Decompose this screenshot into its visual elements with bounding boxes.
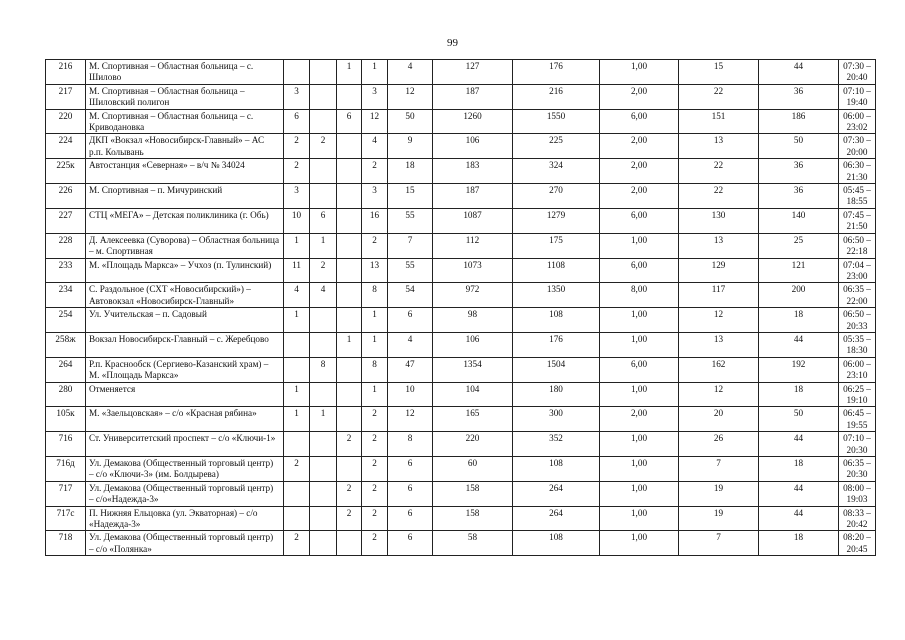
cell-col6: 1087 (433, 208, 513, 233)
route-name: М. «Заельцовская» – с/о «Красная рябина» (86, 407, 284, 432)
cell-col7: 108 (513, 457, 600, 482)
cell-col10: 18 (759, 382, 839, 407)
cell-col1 (284, 332, 310, 357)
cell-col1 (284, 60, 310, 85)
cell-col10: 192 (759, 357, 839, 382)
schedule-time: 06:25 – 19:10 (839, 382, 876, 407)
cell-col1 (284, 357, 310, 382)
cell-col5: 4 (388, 332, 433, 357)
cell-col4: 3 (362, 184, 388, 209)
cell-col1 (284, 432, 310, 457)
cell-col2 (310, 531, 337, 556)
schedule-time: 07:04 – 23:00 (839, 258, 876, 283)
cell-col1 (284, 481, 310, 506)
route-name: П. Нижняя Ельцовка (ул. Экваторная) – с/о «Надежда-3» (86, 506, 284, 531)
cell-col5: 12 (388, 84, 433, 109)
table-row (46, 506, 876, 531)
cell-col3 (337, 457, 362, 482)
page-number: 99 (447, 37, 458, 49)
cell-col7: 264 (513, 506, 600, 531)
cell-col3 (337, 407, 362, 432)
cell-col7: 176 (513, 332, 600, 357)
cell-col10: 50 (759, 134, 839, 159)
cell-col4: 2 (362, 506, 388, 531)
cell-col4: 8 (362, 283, 388, 308)
cell-col5: 54 (388, 283, 433, 308)
cell-col10: 36 (759, 184, 839, 209)
table-row (46, 407, 876, 432)
cell-col5: 47 (388, 357, 433, 382)
cell-col9: 26 (679, 432, 759, 457)
cell-col1: 3 (284, 84, 310, 109)
cell-col1: 2 (284, 531, 310, 556)
cell-col8: 6,00 (600, 109, 679, 134)
cell-col3 (337, 308, 362, 333)
routes-table (45, 59, 876, 556)
cell-col8: 1,00 (600, 457, 679, 482)
schedule-time: 06:35 – 20:30 (839, 457, 876, 482)
cell-col4: 2 (362, 481, 388, 506)
cell-col4: 2 (362, 407, 388, 432)
cell-col7: 1550 (513, 109, 600, 134)
cell-col3 (337, 258, 362, 283)
route-number: 280 (46, 382, 86, 407)
route-number: 716д (46, 457, 86, 482)
cell-col5: 4 (388, 60, 433, 85)
cell-col3 (337, 531, 362, 556)
cell-col7: 225 (513, 134, 600, 159)
route-number: 225к (46, 159, 86, 184)
route-number: 717с (46, 506, 86, 531)
cell-col6: 183 (433, 159, 513, 184)
cell-col7: 108 (513, 531, 600, 556)
table-row (46, 283, 876, 308)
cell-col4: 2 (362, 233, 388, 258)
table-row (46, 184, 876, 209)
route-number: 264 (46, 357, 86, 382)
cell-col10: 18 (759, 308, 839, 333)
cell-col2 (310, 457, 337, 482)
cell-col10: 44 (759, 60, 839, 85)
cell-col9: 130 (679, 208, 759, 233)
cell-col9: 19 (679, 506, 759, 531)
cell-col4: 1 (362, 332, 388, 357)
route-number: 216 (46, 60, 86, 85)
route-number: 224 (46, 134, 86, 159)
cell-col6: 127 (433, 60, 513, 85)
cell-col4: 1 (362, 60, 388, 85)
cell-col7: 108 (513, 308, 600, 333)
cell-col9: 13 (679, 134, 759, 159)
cell-col3: 2 (337, 481, 362, 506)
cell-col3 (337, 382, 362, 407)
cell-col6: 98 (433, 308, 513, 333)
cell-col10: 25 (759, 233, 839, 258)
cell-col4: 3 (362, 84, 388, 109)
table-body (46, 60, 876, 556)
cell-col1 (284, 506, 310, 531)
cell-col8: 1,00 (600, 382, 679, 407)
table-row (46, 258, 876, 283)
route-name: Автостанция «Северная» – в/ч № 34024 (86, 159, 284, 184)
route-number: 254 (46, 308, 86, 333)
cell-col6: 1354 (433, 357, 513, 382)
route-name: ДКП «Вокзал «Новосибирск-Главный» – АС р.п. Колывань (86, 134, 284, 159)
cell-col5: 10 (388, 382, 433, 407)
cell-col2 (310, 159, 337, 184)
cell-col6: 58 (433, 531, 513, 556)
cell-col10: 44 (759, 432, 839, 457)
cell-col1: 2 (284, 159, 310, 184)
cell-col8: 1,00 (600, 332, 679, 357)
table-row (46, 109, 876, 134)
route-name: Отменяется (86, 382, 284, 407)
cell-col5: 12 (388, 407, 433, 432)
cell-col1: 4 (284, 283, 310, 308)
cell-col5: 15 (388, 184, 433, 209)
route-name: М. Спортивная – п. Мичуринский (86, 184, 284, 209)
cell-col3 (337, 134, 362, 159)
cell-col3 (337, 283, 362, 308)
schedule-time: 05:35 – 18:30 (839, 332, 876, 357)
cell-col6: 112 (433, 233, 513, 258)
cell-col7: 1504 (513, 357, 600, 382)
cell-col2 (310, 308, 337, 333)
cell-col9: 20 (679, 407, 759, 432)
route-name: Ул. Демакова (Общественный торговый центр) – с/о «Ключи-3» (им. Болдырева) (86, 457, 284, 482)
cell-col4: 12 (362, 109, 388, 134)
table-row (46, 357, 876, 382)
route-number: 227 (46, 208, 86, 233)
cell-col7: 216 (513, 84, 600, 109)
route-name: М. «Площадь Маркса» – Учхоз (п. Тулинский) (86, 258, 284, 283)
cell-col2: 1 (310, 233, 337, 258)
cell-col1: 1 (284, 382, 310, 407)
cell-col7: 1279 (513, 208, 600, 233)
schedule-time: 07:10 – 19:40 (839, 84, 876, 109)
cell-col8: 2,00 (600, 159, 679, 184)
schedule-time: 06:35 – 22:00 (839, 283, 876, 308)
cell-col8: 6,00 (600, 208, 679, 233)
route-name: Ул. Демакова (Общественный торговый центр) – с/о «Полянка» (86, 531, 284, 556)
cell-col9: 12 (679, 382, 759, 407)
cell-col9: 129 (679, 258, 759, 283)
cell-col5: 6 (388, 506, 433, 531)
cell-col3: 1 (337, 332, 362, 357)
table-row (46, 432, 876, 457)
schedule-time: 06:00 – 23:02 (839, 109, 876, 134)
table-row (46, 308, 876, 333)
cell-col5: 6 (388, 308, 433, 333)
cell-col5: 50 (388, 109, 433, 134)
table-row (46, 457, 876, 482)
schedule-time: 06:00 – 23:10 (839, 357, 876, 382)
cell-col9: 22 (679, 159, 759, 184)
cell-col10: 50 (759, 407, 839, 432)
cell-col2 (310, 60, 337, 85)
cell-col1: 3 (284, 184, 310, 209)
cell-col2 (310, 481, 337, 506)
cell-col3: 2 (337, 506, 362, 531)
cell-col8: 1,00 (600, 531, 679, 556)
cell-col2: 2 (310, 134, 337, 159)
cell-col6: 158 (433, 481, 513, 506)
cell-col4: 1 (362, 382, 388, 407)
table-row (46, 159, 876, 184)
route-number: 233 (46, 258, 86, 283)
cell-col5: 18 (388, 159, 433, 184)
cell-col8: 1,00 (600, 60, 679, 85)
cell-col7: 175 (513, 233, 600, 258)
route-name: Ул. Демакова (Общественный торговый центр) – с/о«Надежда-3» (86, 481, 284, 506)
cell-col10: 44 (759, 481, 839, 506)
table-row (46, 531, 876, 556)
cell-col2 (310, 332, 337, 357)
cell-col2: 2 (310, 258, 337, 283)
route-number: 220 (46, 109, 86, 134)
cell-col3: 2 (337, 432, 362, 457)
cell-col9: 162 (679, 357, 759, 382)
table-row (46, 332, 876, 357)
schedule-time: 06:50 – 22:18 (839, 233, 876, 258)
cell-col5: 6 (388, 531, 433, 556)
cell-col6: 187 (433, 84, 513, 109)
cell-col4: 13 (362, 258, 388, 283)
cell-col4: 2 (362, 457, 388, 482)
cell-col4: 2 (362, 531, 388, 556)
cell-col2 (310, 84, 337, 109)
cell-col6: 106 (433, 332, 513, 357)
cell-col10: 121 (759, 258, 839, 283)
route-name: Р.п. Краснообск (Сергиево-Казанский храм) – М. «Площадь Маркса» (86, 357, 284, 382)
cell-col8: 2,00 (600, 84, 679, 109)
cell-col9: 22 (679, 84, 759, 109)
cell-col4: 1 (362, 308, 388, 333)
route-name: Д. Алексеевка (Суворова) – Областная больница – м. Спортивная (86, 233, 284, 258)
route-name: М. Спортивная – Областная больница – с. Криводановка (86, 109, 284, 134)
cell-col8: 1,00 (600, 308, 679, 333)
cell-col1: 1 (284, 308, 310, 333)
cell-col2: 4 (310, 283, 337, 308)
cell-col7: 264 (513, 481, 600, 506)
table-row (46, 84, 876, 109)
cell-col2 (310, 184, 337, 209)
cell-col5: 8 (388, 432, 433, 457)
table-row (46, 382, 876, 407)
cell-col7: 324 (513, 159, 600, 184)
cell-col8: 2,00 (600, 407, 679, 432)
cell-col10: 186 (759, 109, 839, 134)
route-number: 234 (46, 283, 86, 308)
route-number: 105к (46, 407, 86, 432)
cell-col5: 55 (388, 208, 433, 233)
cell-col4: 2 (362, 432, 388, 457)
schedule-time: 07:45 – 21:50 (839, 208, 876, 233)
schedule-time: 06:30 – 21:30 (839, 159, 876, 184)
route-number: 717 (46, 481, 86, 506)
cell-col9: 13 (679, 332, 759, 357)
table-row (46, 481, 876, 506)
cell-col5: 7 (388, 233, 433, 258)
cell-col6: 972 (433, 283, 513, 308)
cell-col3 (337, 233, 362, 258)
route-name: СТЦ «МЕГА» – Детская поликлиника (г. Обь) (86, 208, 284, 233)
cell-col9: 117 (679, 283, 759, 308)
cell-col5: 55 (388, 258, 433, 283)
cell-col10: 18 (759, 531, 839, 556)
cell-col5: 6 (388, 481, 433, 506)
cell-col9: 19 (679, 481, 759, 506)
cell-col1: 2 (284, 457, 310, 482)
cell-col10: 200 (759, 283, 839, 308)
schedule-time: 06:45 – 19:55 (839, 407, 876, 432)
table-row (46, 60, 876, 85)
cell-col4: 4 (362, 134, 388, 159)
cell-col6: 158 (433, 506, 513, 531)
cell-col1: 10 (284, 208, 310, 233)
cell-col6: 1073 (433, 258, 513, 283)
cell-col8: 1,00 (600, 506, 679, 531)
cell-col7: 180 (513, 382, 600, 407)
schedule-time: 08:00 – 19:03 (839, 481, 876, 506)
cell-col3 (337, 357, 362, 382)
cell-col7: 270 (513, 184, 600, 209)
route-number: 226 (46, 184, 86, 209)
cell-col9: 151 (679, 109, 759, 134)
cell-col7: 352 (513, 432, 600, 457)
cell-col10: 44 (759, 506, 839, 531)
cell-col8: 1,00 (600, 432, 679, 457)
schedule-time: 05:45 – 18:55 (839, 184, 876, 209)
route-number: 716 (46, 432, 86, 457)
cell-col4: 16 (362, 208, 388, 233)
cell-col3 (337, 208, 362, 233)
cell-col4: 2 (362, 159, 388, 184)
cell-col8: 2,00 (600, 184, 679, 209)
cell-col9: 7 (679, 457, 759, 482)
schedule-time: 08:20 – 20:45 (839, 531, 876, 556)
cell-col1: 6 (284, 109, 310, 134)
cell-col2 (310, 382, 337, 407)
route-number: 258ж (46, 332, 86, 357)
cell-col5: 6 (388, 457, 433, 482)
cell-col3: 6 (337, 109, 362, 134)
route-name: Вокзал Новосибирск-Главный – с. Жеребцово (86, 332, 284, 357)
cell-col8: 1,00 (600, 233, 679, 258)
route-name: Ст. Университетский проспект – с/о «Ключи-1» (86, 432, 284, 457)
route-number: 718 (46, 531, 86, 556)
cell-col3 (337, 84, 362, 109)
cell-col1: 11 (284, 258, 310, 283)
schedule-time: 07:30 – 20:40 (839, 60, 876, 85)
cell-col2: 6 (310, 208, 337, 233)
route-name: Ул. Учительская – п. Садовый (86, 308, 284, 333)
cell-col6: 104 (433, 382, 513, 407)
cell-col9: 15 (679, 60, 759, 85)
cell-col9: 7 (679, 531, 759, 556)
cell-col6: 106 (433, 134, 513, 159)
route-name: С. Раздольное (СХТ «Новосибирский») – Автовокзал «Новосибирск-Главный» (86, 283, 284, 308)
cell-col2 (310, 109, 337, 134)
route-number: 217 (46, 84, 86, 109)
cell-col9: 12 (679, 308, 759, 333)
cell-col8: 2,00 (600, 134, 679, 159)
cell-col2 (310, 432, 337, 457)
cell-col6: 187 (433, 184, 513, 209)
schedule-time: 08:33 – 20:42 (839, 506, 876, 531)
cell-col7: 300 (513, 407, 600, 432)
cell-col2 (310, 506, 337, 531)
cell-col7: 176 (513, 60, 600, 85)
cell-col6: 220 (433, 432, 513, 457)
cell-col10: 36 (759, 84, 839, 109)
cell-col8: 1,00 (600, 481, 679, 506)
cell-col3 (337, 159, 362, 184)
cell-col7: 1350 (513, 283, 600, 308)
cell-col4: 8 (362, 357, 388, 382)
cell-col2: 8 (310, 357, 337, 382)
route-number: 228 (46, 233, 86, 258)
cell-col10: 140 (759, 208, 839, 233)
cell-col8: 6,00 (600, 258, 679, 283)
route-name: М. Спортивная – Областная больница – Шиловский полигон (86, 84, 284, 109)
cell-col1: 2 (284, 134, 310, 159)
table-row (46, 233, 876, 258)
schedule-time: 06:50 – 20:33 (839, 308, 876, 333)
cell-col3 (337, 184, 362, 209)
schedule-time: 07:10 – 20:30 (839, 432, 876, 457)
route-name: М. Спортивная – Областная больница – с. Шилово (86, 60, 284, 85)
cell-col2: 1 (310, 407, 337, 432)
table-row (46, 208, 876, 233)
cell-col10: 36 (759, 159, 839, 184)
cell-col1: 1 (284, 407, 310, 432)
cell-col7: 1108 (513, 258, 600, 283)
table-row (46, 134, 876, 159)
cell-col8: 6,00 (600, 357, 679, 382)
cell-col6: 165 (433, 407, 513, 432)
schedule-time: 07:30 – 20:00 (839, 134, 876, 159)
cell-col9: 13 (679, 233, 759, 258)
cell-col3: 1 (337, 60, 362, 85)
cell-col6: 1260 (433, 109, 513, 134)
cell-col10: 44 (759, 332, 839, 357)
cell-col5: 9 (388, 134, 433, 159)
cell-col9: 22 (679, 184, 759, 209)
cell-col1: 1 (284, 233, 310, 258)
cell-col6: 60 (433, 457, 513, 482)
cell-col8: 8,00 (600, 283, 679, 308)
cell-col10: 18 (759, 457, 839, 482)
